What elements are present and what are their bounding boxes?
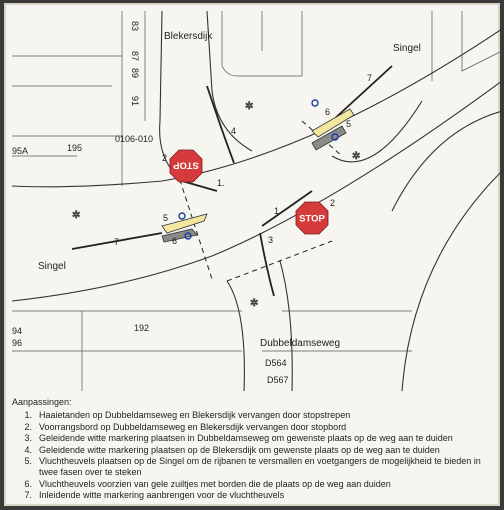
svg-text:87: 87 xyxy=(130,51,140,62)
site-map xyxy=(12,11,502,391)
legend-text: Geleidende witte markering plaatsen op de Blekersdijk om gewenste plaats op de weg aan te duiden xyxy=(39,444,440,455)
legend-number: 1. xyxy=(24,410,32,421)
legend-item xyxy=(12,479,497,490)
svg-text:1.: 1. xyxy=(217,178,225,188)
svg-text:✲: ✲ xyxy=(352,151,361,162)
svg-text:5: 5 xyxy=(346,119,352,129)
legend-item xyxy=(12,456,497,479)
measure-markers xyxy=(114,73,372,247)
parcel-labels xyxy=(12,21,289,385)
legend-item xyxy=(12,490,497,501)
label-singel-ne: Singel xyxy=(393,43,421,54)
legend-number: 7. xyxy=(24,490,32,501)
svg-text:6: 6 xyxy=(325,107,331,117)
legend-text: Vluchtheuvels voorzien van gele zuiltjes met borden die de plaats op de weg aan duiden xyxy=(39,478,391,489)
legend-number: 4. xyxy=(24,444,32,455)
label-dubbeldamseweg: Dubbeldamseweg xyxy=(260,338,341,349)
svg-text:96: 96 xyxy=(12,338,23,348)
legend-text: Geleidende witte markering plaatsen in Dubbeldamseweg om gewenste plaats op de weg aan te duiden xyxy=(39,433,453,444)
svg-text:4: 4 xyxy=(231,126,237,136)
stop-sign-south xyxy=(296,202,328,234)
svg-text:3: 3 xyxy=(268,235,274,245)
svg-text:✲: ✲ xyxy=(72,210,81,221)
legend-item xyxy=(12,433,497,444)
svg-text:6: 6 xyxy=(172,236,178,246)
svg-text:95A: 95A xyxy=(12,146,29,156)
svg-text:2: 2 xyxy=(162,153,168,163)
svg-text:91: 91 xyxy=(130,96,140,107)
road-edges xyxy=(12,11,502,391)
label-singel-w: Singel xyxy=(38,261,66,272)
figure-frame xyxy=(4,3,500,506)
svg-text:D564: D564 xyxy=(265,358,287,368)
svg-text:2: 2 xyxy=(330,198,336,208)
legend-number: 6. xyxy=(24,478,32,489)
svg-text:1: 1 xyxy=(274,206,280,216)
label-blekersdijk: Blekersdijk xyxy=(164,31,213,42)
legend-item xyxy=(12,422,497,433)
svg-text:STOP: STOP xyxy=(299,213,325,225)
legend-number: 5. xyxy=(24,456,32,467)
svg-text:7: 7 xyxy=(367,73,373,83)
legend-item xyxy=(12,410,497,421)
svg-text:✲: ✲ xyxy=(250,298,259,309)
svg-text:✲: ✲ xyxy=(245,101,254,112)
guiding-markings xyxy=(72,66,392,296)
svg-text:192: 192 xyxy=(134,323,150,333)
svg-text:195: 195 xyxy=(67,143,83,153)
legend xyxy=(12,397,497,502)
legend-text: Voorrangsbord op Dubbeldamseweg en Blekersdijk vervangen door stopbord xyxy=(39,421,347,432)
legend-title: Aanpassingen: xyxy=(12,397,72,407)
svg-text:89: 89 xyxy=(130,68,140,79)
legend-text: Vluchtheuvels plaatsen op de Singel om de rijbanen te versmallen en voetgangers de mogelijkheid te bieden in twee fasen over te steken xyxy=(39,456,481,478)
legend-item xyxy=(12,445,497,456)
svg-text:D567: D567 xyxy=(267,375,289,385)
svg-text:5: 5 xyxy=(163,213,169,223)
stop-sign-north xyxy=(170,150,202,182)
legend-text: Inleidende witte markering aanbrengen voor de vluchtheuvels xyxy=(39,490,285,501)
svg-text:83: 83 xyxy=(130,21,140,32)
parcel-lines xyxy=(12,11,502,391)
legend-number: 3. xyxy=(24,433,32,444)
svg-text:STOP: STOP xyxy=(173,159,199,171)
legend-number: 2. xyxy=(24,421,32,432)
svg-text:0106-010: 0106-010 xyxy=(115,134,154,144)
legend-text: Haaietanden op Dubbeldamseweg en Blekersdijk vervangen door stopstrepen xyxy=(39,410,351,421)
svg-text:7: 7 xyxy=(114,237,120,247)
svg-text:94: 94 xyxy=(12,326,23,336)
